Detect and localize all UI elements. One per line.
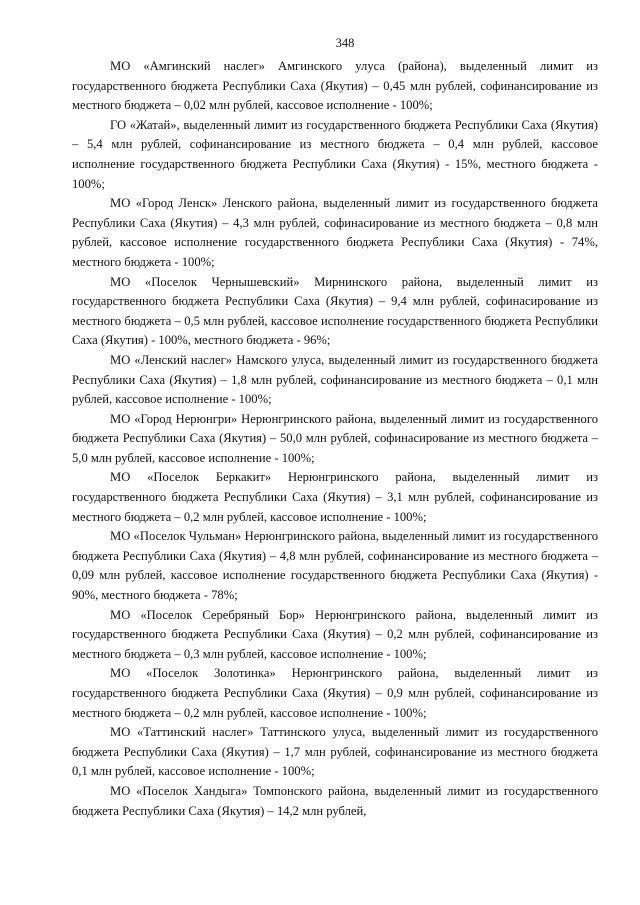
paragraph-serebryany-bor: МО «Поселок Серебряный Бор» Нерюнгринского района, выделенный лимит из государственного бюджета Республики Саха (Якутия) – 0,2 млн рублей, софинансирование из местного бюджета – 0,3 млн рублей, кассовое исполнение - 100%; [72,607,598,661]
paragraph-zolotinka: МО «Поселок Золотинка» Нерюнгринского района, выделенный лимит из государственного бюджета Республики Саха (Якутия) – 0,9 млн рублей, софинансирование из местного бюджета – 0,2 млн рублей, кассовое исполнение - 100%; [72,666,598,720]
paragraph-berkakit: МО «Поселок Беркакит» Нерюнгринского района, выделенный лимит из государственного бюджета Республики Саха (Якутия) – 3,1 млн рублей, софинансирование из местного бюджета – 0,2 млн рублей, кассовое исполнение - 100%; [72,470,598,524]
paragraph-amginsky: МО «Амгинский наслег» Амгинского улуса (района), выделенный лимит из государственного бюджета Республики Саха (Якутия) – 0,45 млн рублей, софинансирование из местного бюджета – 0,02 млн рублей, кассовое исполнение - 100%; [72,59,598,113]
paragraph-tattinsky: МО «Таттинский наслег» Таттинского улуса, выделенный лимит из государственного бюджета Республики Саха (Якутия) – 1,7 млн рублей, софинансирование из местного бюджета 0,1 млн рублей, кассовое исполнение - 100%; [72,725,598,779]
page-number: 348 [335,36,355,50]
paragraph-zhatay: ГО «Жатай», выделенный лимит из государственного бюджета Республики Саха (Якутия) – 5,4 млн рублей, софинансирование из местного бюджета – 0,4 млн рублей, кассовое исполнение государственного бюджета Республики Саха (Якутия) - 15%, местного бюджета - 100%; [72,117,598,191]
paragraph-neryungri: МО «Город Нерюнгри» Нерюнгринского района, выделенный лимит из государственного бюджета Республики Саха (Якутия) – 50,0 млн рублей, софинасирование из местного бюджета – 5,0 млн рублей, кассовое исполнение - 100%; [72,411,598,465]
paragraph-khandyga: МО «Поселок Хандыга» Томпонского района, выделенный лимит из государственного бюджета Республики Саха (Якутия) – 14,2 млн рублей, [72,783,598,818]
paragraph-lensky-nasleg: МО «Ленский наслег» Намского улуса, выделенный лимит из государственного бюджета Республики Саха (Якутия) – 1,8 млн рублей, софинансирование из местного бюджета – 0,1 млн рублей, кассовое исполнение - 100%; [72,352,598,407]
paragraph-lensk: МО «Город Ленск» Ленского района, выделенный лимит из государственного бюджета Республики Саха (Якутия) – 4,3 млн рублей, софинасирование из местного бюджета – 0,8 млн рублей, кассовое исполнение государственного бюджета Республики Саха (Якутия) - 74%, местного бюджета - 100%; [72,196,598,269]
paragraph-chernyshevsky: МО «Поселок Чернышевский» Мирнинского района, выделенный лимит из государственного бюджета Республики Саха (Якутия) – 9,4 млн рублей, софинасирование из местного бюджета – 0,5 млн рублей, кассовое исполнение государственного бюджета Республики Саха (Якутия) - 100%, местного бюджета - 96%; [72,274,598,348]
paragraph-chulman: МО «Поселок Чульман» Нерюнгринского района, выделенный лимит из государственного бюджета Республики Саха (Якутия) – 4,8 млн рублей, софинансирование из местного бюджета – 0,09 млн рублей, кассовое исполнение государственного бюджета Республики Саха (Якутия) - 90%, местного бюджета - 78%; [72,529,598,603]
